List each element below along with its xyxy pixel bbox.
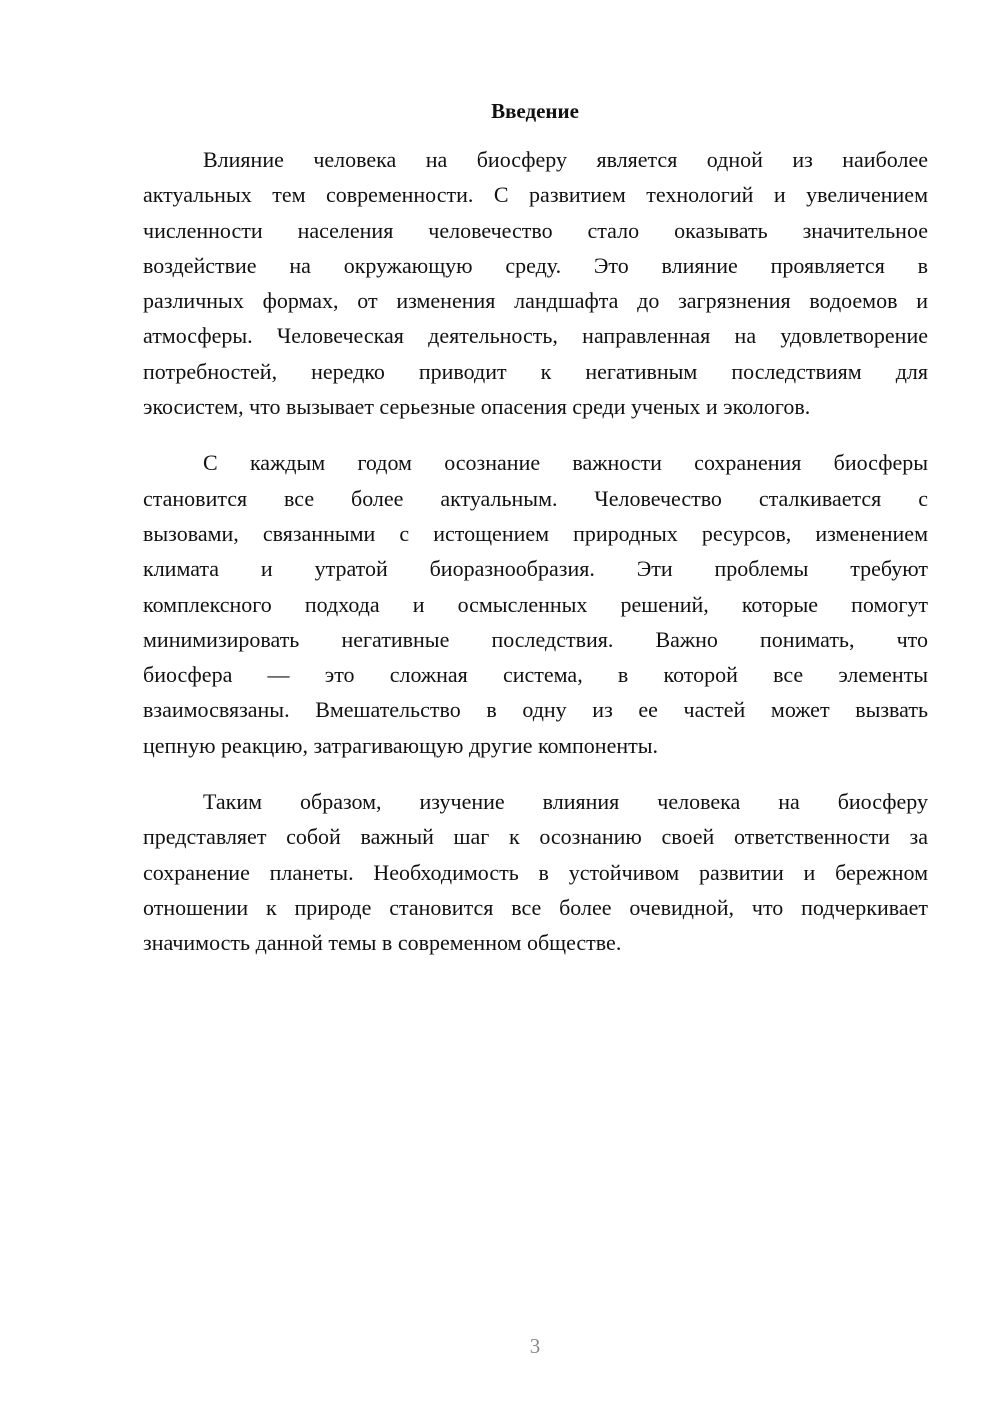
text-line: цепную реакцию, затрагивающую другие компоненты. xyxy=(143,732,659,758)
text-line: численности населения человечество стало оказывать значительное xyxy=(143,217,928,243)
text-line: комплексного подхода и осмысленных решений, которые помогут xyxy=(143,591,928,617)
text-line: сохранение планеты. Необходимость в устойчивом развитии и бережном xyxy=(143,859,928,885)
text-line: Влияние человека на биосферу является одной из наиболее xyxy=(203,147,928,172)
text-line: представляет собой важный шаг к осознанию своей ответственности за xyxy=(143,824,928,850)
text-line: взаимосвязаны. Вмешательство в одну из ее частей может вызвать xyxy=(143,697,928,723)
text-line: климата и утратой биоразнообразия. Эти проблемы требуют xyxy=(143,556,928,582)
text-line: воздействие на окружающую среду. Это влияние проявляется в xyxy=(143,252,928,278)
text-line: потребностей, нередко приводит к негативным последствиям для xyxy=(143,358,928,384)
text-line: минимизировать негативные последствия. Важно понимать, что xyxy=(143,626,928,652)
text-line: С каждым годом осознание важности сохранения биосферы xyxy=(203,450,928,476)
text-line: различных формах, от изменения ландшафта до загрязнения водоемов и xyxy=(143,288,928,314)
page-number: 3 xyxy=(529,1334,541,1358)
text-line: отношении к природе становится все более очевидной, что подчеркивает xyxy=(143,894,928,920)
text-line: актуальных тем современности. С развитием технологий и увеличением xyxy=(143,182,928,208)
text-line: значимость данной темы в современном обществе. xyxy=(143,930,622,956)
text-line: экосистем, что вызывает серьезные опасения среди ученых и экологов. xyxy=(143,394,811,420)
paragraph xyxy=(143,142,928,424)
paragraph xyxy=(143,445,928,763)
text-line: вызовами, связанными с истощением природных ресурсов, изменением xyxy=(143,520,928,546)
text-line: становится все более актуальным. Человечество сталкивается с xyxy=(143,485,928,511)
text-line: атмосферы. Человеческая деятельность, направленная на удовлетворение xyxy=(143,323,928,349)
paragraph xyxy=(143,784,928,960)
text-line: биосфера — это сложная система, в которой все элементы xyxy=(143,662,928,688)
document-body xyxy=(143,142,928,982)
text-line: Таким образом, изучение влияния человека на биосферу xyxy=(203,789,928,815)
section-title: Введение xyxy=(491,99,579,123)
